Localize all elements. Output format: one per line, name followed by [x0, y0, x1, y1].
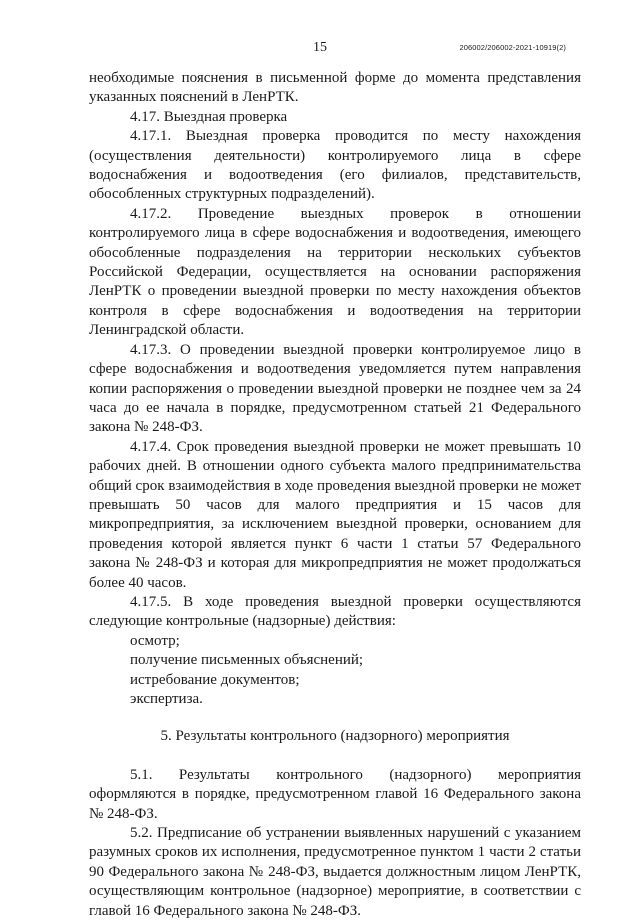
document-id: 206002/206002-2021-10919(2): [459, 43, 566, 52]
paragraph-4-17-3: 4.17.3. О проведении выездной проверки контролируемое лицо в сфере водоснабжения и водоотведения уведомляется путем направления копии распоряжения о проведении выездной проверки не позднее чем за 24 часа до ее начала в порядке, предусмотренном статьей 21 Федерального закона № 248-ФЗ.: [89, 341, 581, 436]
paragraph-4-17-5: 4.17.5. В ходе проведения выездной проверки осуществляются следующие контрольные (надзорные) действия:: [89, 593, 581, 630]
subsection-title-4-17: 4.17. Выездная проверка: [130, 108, 288, 125]
list-item: истребование документов;: [130, 671, 300, 688]
page-number: 15: [313, 40, 327, 55]
paragraph-5-2: 5.2. Предписание об устранении выявленных нарушений с указанием разумных сроков их исполнения, предусмотренное пунктом 1 части 2 статьи 90 Федерального закона № 248-ФЗ, выдается должностным лицом ЛенРТК, осуществляющим контрольное (надзорное) мероприятие, в соответствии с главой 16 Федерального закона № 248-ФЗ.: [89, 825, 581, 919]
list-item: получение письменных объяснений;: [130, 652, 364, 669]
section-heading-5: 5. Результаты контрольного (надзорного) мероприятия: [160, 728, 510, 745]
paragraph-4-17-1: 4.17.1. Выездная проверка проводится по месту нахождения (осуществления деятельности) контролируемого лица в сфере водоснабжения и водоотведения (его филиалов, представительств, обособленных структурных подразделений).: [89, 128, 581, 203]
document-body: [89, 69, 581, 921]
list-item: осмотр;: [130, 632, 180, 649]
paragraph-4-17-4: 4.17.4. Срок проведения выездной проверки не может превышать 10 рабочих дней. В отношении одного субъекта малого предпринимательства общий срок взаимодействия в ходе проведения выездной проверки не может превышать 50 часов для малого предприятия и 15 часов для микропредприятия, за исключением выездной проверки, основанием для проведения которой является пункт 6 части 1 статьи 57 Федерального закона № 248-ФЗ и которая для микропредприятия не может продолжаться более 40 часов.: [89, 438, 581, 591]
list-item: экспертиза.: [130, 691, 203, 707]
paragraph-continuation: необходимые пояснения в письменной форме до момента представления указанных пояснений в ЛенРТК.: [89, 70, 581, 106]
paragraph-5-1: 5.1. Результаты контрольного (надзорного) мероприятия оформляются в порядке, предусмотренном главой 16 Федерального закона № 248-ФЗ.: [89, 766, 581, 822]
paragraph-4-17-2: 4.17.2. Проведение выездных проверок в отношении контролируемого лица в сфере водоснабжения и водоотведения, имеющего обособленные подразделения на территории нескольких субъектов Российской Федерации, осуществляется на основании распоряжения ЛенРТК о проведении выездной проверки по месту нахождения объектов контроля в сфере водоснабжения и водоотведения на территории Ленинградской области.: [89, 205, 581, 339]
